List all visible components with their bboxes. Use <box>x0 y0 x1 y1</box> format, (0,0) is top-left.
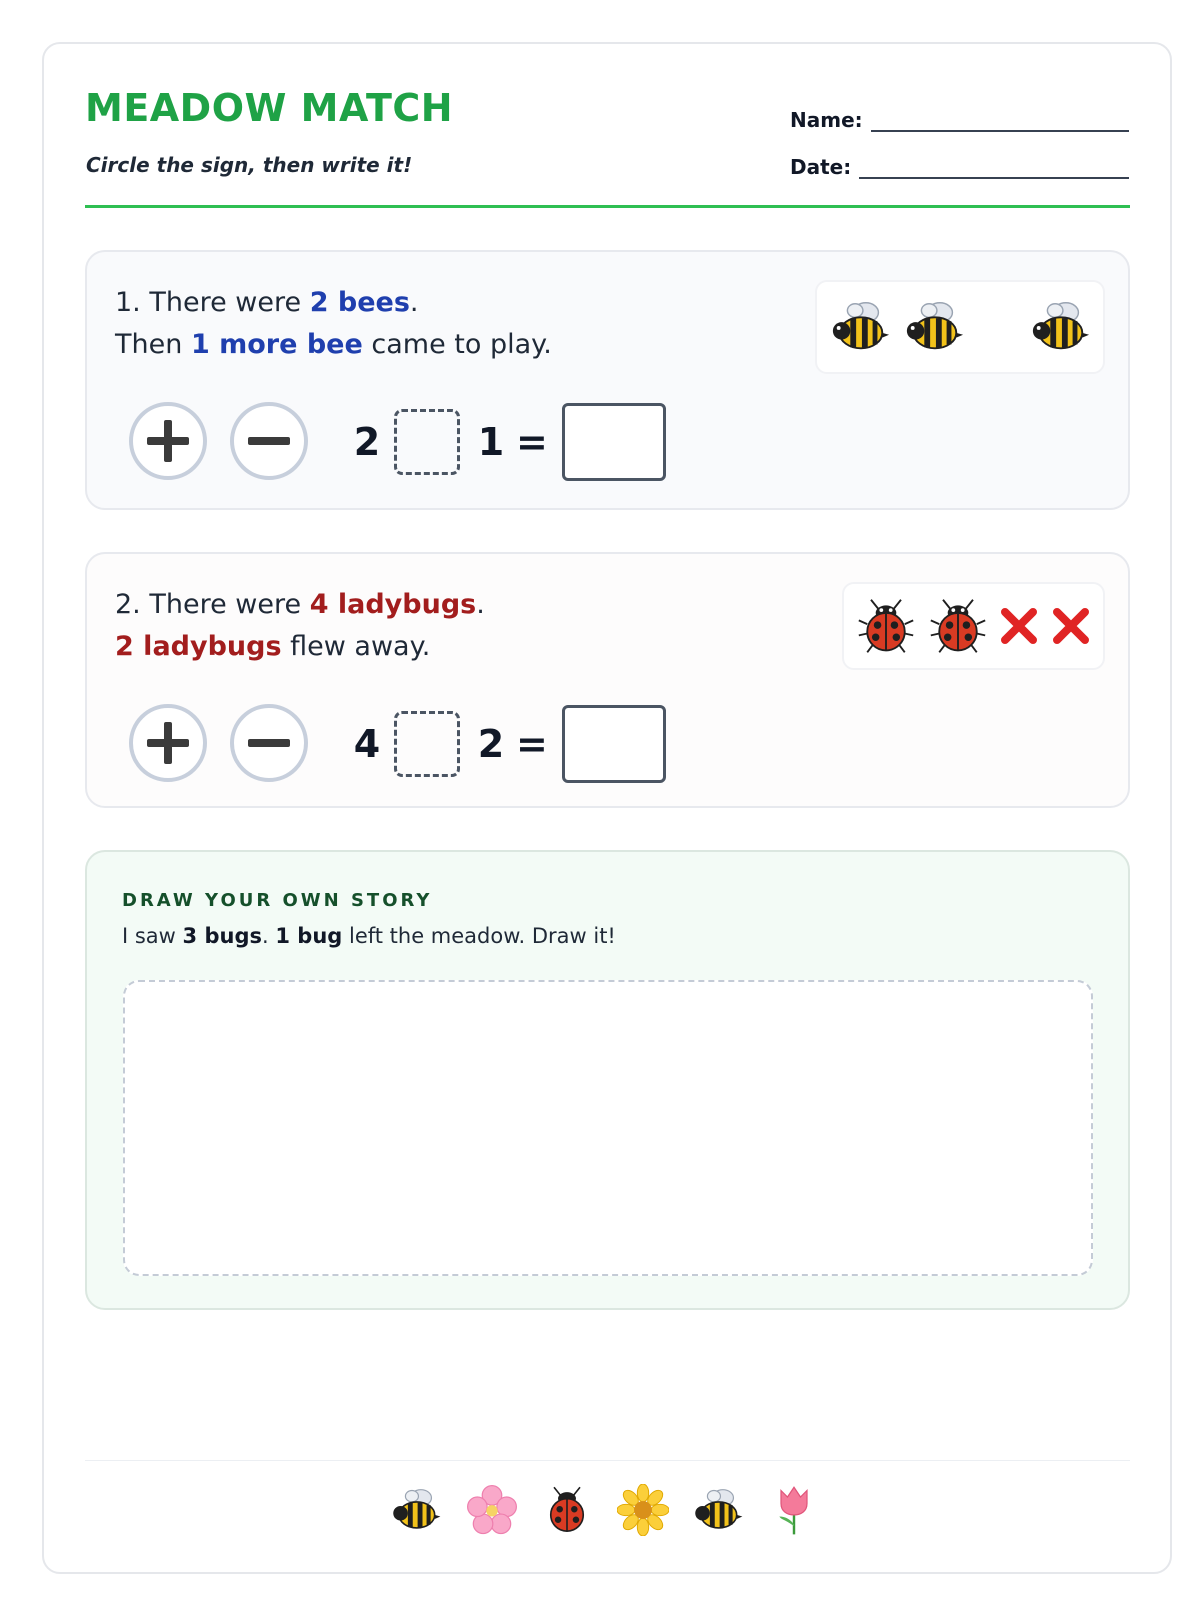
problem-1-highlight: 2 bees <box>309 287 410 318</box>
sign-write-box[interactable] <box>394 711 460 777</box>
problem-2-number: 2. <box>115 589 141 620</box>
ladybug-icon <box>856 596 916 656</box>
cross-mark-icon <box>1051 606 1091 646</box>
problem-2-line-1 <box>115 584 485 626</box>
footer-divider <box>85 1460 1130 1461</box>
minus-icon <box>234 708 304 778</box>
minus-sign-button[interactable] <box>230 704 308 782</box>
problem-2-story <box>115 584 485 668</box>
draw-text-period: . <box>261 924 269 948</box>
draw-text-2: left the meadow. Draw it! <box>348 924 616 948</box>
plus-icon <box>133 708 203 778</box>
equation-number-b: 2 <box>477 722 505 766</box>
answer-box[interactable] <box>562 403 666 481</box>
problem-1-text-2: Then <box>115 329 183 360</box>
problem-1-line-1 <box>115 282 552 324</box>
problem-2-highlight-2: 2 ladybugs <box>115 631 282 662</box>
problem-2-picture <box>842 582 1105 670</box>
problem-1-equation <box>352 402 666 482</box>
name-field[interactable] <box>790 108 1129 132</box>
bee-icon <box>390 1484 442 1536</box>
problem-1-line-2 <box>115 324 552 366</box>
equation-number-a: 4 <box>353 722 381 766</box>
plus-icon <box>133 406 203 476</box>
name-label: Name: <box>790 108 863 132</box>
bee-icon <box>1029 296 1091 358</box>
equation-number-a: 2 <box>353 420 381 464</box>
header-divider <box>85 205 1130 208</box>
problem-2-text: There were <box>149 589 302 620</box>
draw-story-card <box>85 850 1130 1310</box>
minus-sign-button[interactable] <box>230 402 308 480</box>
minus-icon <box>234 406 304 476</box>
draw-story-heading: DRAW YOUR OWN STORY <box>122 890 433 911</box>
problem-card-1 <box>85 250 1130 510</box>
sunflower-icon <box>617 1484 669 1536</box>
cherry-blossom-icon <box>466 1484 518 1536</box>
footer-decoration <box>390 1478 820 1542</box>
problem-2-highlight: 4 ladybugs <box>309 589 477 620</box>
date-write-line[interactable] <box>859 159 1129 179</box>
problem-1-picture <box>815 280 1105 374</box>
equals-sign: = <box>516 420 548 464</box>
cross-mark-icon <box>999 606 1039 646</box>
problem-1-number: 1. <box>115 287 141 318</box>
plus-sign-button[interactable] <box>129 704 207 782</box>
problem-1-text-3: came to play. <box>371 329 552 360</box>
problem-2-text-2: flew away. <box>290 631 431 662</box>
page-title: MEADOW MATCH <box>85 86 454 130</box>
equation-number-b: 1 <box>477 420 505 464</box>
bee-icon <box>903 296 965 358</box>
problem-1-highlight-2: 1 more bee <box>190 329 363 360</box>
problem-1-period: . <box>409 287 419 318</box>
answer-box[interactable] <box>562 705 666 783</box>
ladybug-icon <box>541 1484 593 1536</box>
sign-write-box[interactable] <box>394 409 460 475</box>
problem-1-text: There were <box>149 287 302 318</box>
equals-sign: = <box>516 722 548 766</box>
bee-icon <box>692 1484 744 1536</box>
date-field[interactable] <box>790 155 1129 179</box>
draw-text-bold-1: 3 bugs <box>182 924 262 948</box>
tulip-icon <box>768 1484 820 1536</box>
plus-sign-button[interactable] <box>129 402 207 480</box>
name-write-line[interactable] <box>871 112 1129 132</box>
draw-text-1: I saw <box>122 924 176 948</box>
problem-2-line-2 <box>115 626 485 668</box>
ladybug-icon <box>928 596 988 656</box>
bee-icon <box>829 296 891 358</box>
draw-story-prompt <box>122 924 616 948</box>
drawing-area[interactable] <box>123 980 1093 1276</box>
date-label: Date: <box>790 155 852 179</box>
problem-card-2 <box>85 552 1130 808</box>
problem-2-period: . <box>476 589 485 620</box>
draw-text-bold-2: 1 bug <box>275 924 343 948</box>
problem-1-story <box>115 282 552 366</box>
problem-2-equation <box>352 704 666 784</box>
page-subtitle: Circle the sign, then write it! <box>86 153 413 177</box>
